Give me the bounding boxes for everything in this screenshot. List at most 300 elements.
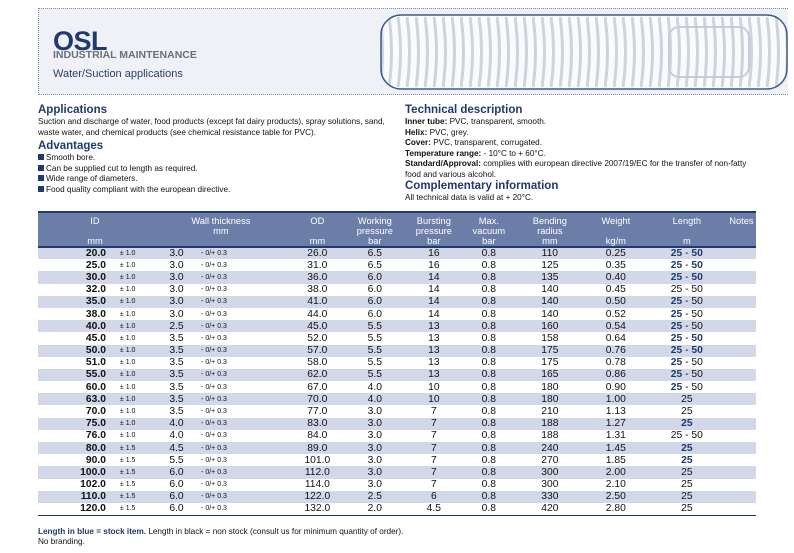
- table-cell: 165: [515, 369, 585, 381]
- table-cell: 102.0: [80, 479, 106, 491]
- length-max: 50: [691, 345, 703, 357]
- length-cell: [647, 442, 727, 454]
- table-cell: - 0/+ 0.3: [201, 383, 227, 391]
- table-cell: 0.52: [605, 308, 626, 320]
- length-cell: 25 - 50: [647, 296, 727, 308]
- table-cell: 180: [515, 393, 585, 405]
- specs-table: [38, 211, 756, 516]
- notes-cell: [727, 247, 756, 259]
- length-min: 25: [670, 308, 683, 320]
- table-cell: 3.0: [152, 247, 201, 259]
- table-row: [38, 405, 756, 417]
- table-cell: 67.0: [307, 381, 328, 393]
- table-cell: 44.0: [307, 308, 328, 320]
- table-cell: 5.5: [367, 332, 382, 344]
- complementary-heading: Complementary information: [405, 180, 559, 192]
- length-cell: 25 - 50: [647, 271, 727, 283]
- table-cell: 140: [541, 308, 559, 320]
- length-min: 25: [670, 296, 683, 308]
- table-cell: 0.78: [605, 357, 626, 369]
- complementary-text: All technical data is valid at + 20°C.: [405, 193, 534, 202]
- table-cell: 175: [541, 357, 559, 369]
- table-cell: 6.0: [367, 308, 382, 320]
- table-cell: 0.8: [481, 406, 496, 418]
- table-cell: 76.0: [85, 430, 106, 442]
- table-row: [38, 345, 756, 357]
- table-cell: 0.40: [585, 271, 647, 283]
- table-cell: 52.0: [307, 332, 328, 344]
- table-cell: 3.0: [367, 430, 382, 442]
- length-max: 50: [691, 259, 703, 271]
- notes-cell: [727, 308, 756, 320]
- length-min: 25: [681, 442, 693, 454]
- table-cell: - 0/+ 0.3: [201, 310, 227, 318]
- table-row: [38, 357, 756, 369]
- technical-heading: Technical description: [405, 104, 523, 116]
- table-cell: 160: [515, 320, 585, 332]
- advantages-heading: Advantages: [38, 140, 104, 152]
- table-cell: 3.0: [367, 454, 382, 466]
- table-cell: 210: [541, 406, 559, 418]
- table-cell: 16: [405, 247, 463, 259]
- table-cell: 3.5: [169, 381, 184, 393]
- table-cell: 3.5: [152, 369, 201, 381]
- table-cell: 10: [428, 381, 440, 393]
- length-cell: [647, 479, 727, 491]
- table-cell: 3.5: [169, 332, 184, 344]
- table-cell: 38.0: [85, 308, 106, 320]
- length-max: 50: [691, 284, 703, 296]
- table-cell: 5.5: [169, 454, 184, 466]
- table-cell: 0.8: [463, 247, 515, 259]
- table-footnote: Length in blue = stock item. Length in black = non stock (consult us for minimum quantity of order). No branding.: [38, 527, 404, 546]
- table-cell: 16: [428, 259, 440, 271]
- tech-item: Cover: PVC, transparent, corrugated.: [405, 138, 542, 147]
- length-min: 25: [670, 381, 683, 393]
- table-cell: 3.0: [367, 479, 382, 491]
- table-cell: 45.0: [85, 332, 106, 344]
- length-cell: [647, 466, 727, 478]
- col-length: Length m: [647, 212, 727, 247]
- table-cell: 13: [428, 357, 440, 369]
- table-cell: - 0/+ 0.3: [201, 345, 290, 357]
- table-cell: 7: [430, 406, 437, 418]
- length-min: 25: [681, 393, 693, 405]
- notes-cell: [727, 503, 756, 515]
- table-cell: 1.27: [585, 418, 647, 430]
- length-min: 25: [681, 454, 693, 466]
- table-cell: ± 1.0: [119, 383, 136, 391]
- table-cell: ± 1.5: [119, 481, 136, 489]
- table-cell: 120.0: [38, 503, 120, 515]
- table-cell: 0.45: [605, 284, 626, 296]
- table-cell: - 0/+ 0.3: [201, 247, 290, 259]
- table-cell: 13: [405, 320, 463, 332]
- table-cell: ± 1.0: [120, 369, 152, 381]
- length-cell: 25 - 50: [670, 308, 703, 320]
- table-cell: 6.5: [367, 259, 382, 271]
- table-cell: 0.25: [585, 247, 647, 259]
- length-max: 50: [691, 308, 703, 320]
- table-cell: - 0/+ 0.3: [201, 393, 290, 405]
- table-cell: 3.5: [169, 406, 184, 418]
- table-cell: 6.0: [152, 491, 201, 503]
- table-row: [38, 320, 756, 332]
- table-cell: 180: [541, 381, 559, 393]
- table-cell: 62.0: [290, 369, 345, 381]
- length-cell: 25 - 50: [670, 332, 703, 344]
- notes-cell: [727, 393, 756, 405]
- length-max: 50: [691, 381, 703, 393]
- table-cell: 57.0: [290, 345, 345, 357]
- notes-cell: [727, 405, 756, 417]
- table-cell: 0.90: [605, 381, 626, 393]
- table-row: [38, 284, 756, 296]
- table-cell: 6.0: [345, 296, 405, 308]
- product-category: Water/Suction applications: [53, 68, 183, 80]
- table-cell: 4.5: [152, 442, 201, 454]
- notes-cell: [727, 284, 756, 296]
- table-cell: 0.8: [463, 393, 515, 405]
- length-cell: 25 - 50: [670, 381, 703, 393]
- length-min: 25: [681, 406, 693, 418]
- table-cell: 0.8: [463, 491, 515, 503]
- product-title: OSL: [53, 26, 108, 56]
- table-cell: 2.10: [605, 479, 626, 491]
- length-max: 50: [691, 430, 703, 442]
- table-row: [38, 369, 756, 381]
- table-cell: 89.0: [290, 442, 345, 454]
- table-cell: 13: [405, 369, 463, 381]
- length-cell: 25 - 50: [670, 357, 703, 369]
- table-cell: ± 1.5: [119, 456, 136, 464]
- table-cell: - 0/+ 0.3: [201, 271, 290, 283]
- table-cell: 14: [428, 308, 440, 320]
- table-cell: - 0/+ 0.3: [201, 503, 290, 515]
- table-cell: 83.0: [290, 418, 345, 430]
- table-cell: 84.0: [307, 430, 328, 442]
- table-cell: 110: [515, 247, 585, 259]
- advantage-item: Smooth bore.: [38, 153, 398, 164]
- table-cell: - 0/+ 0.3: [201, 456, 227, 464]
- table-row: [38, 418, 756, 430]
- table-cell: 10: [405, 393, 463, 405]
- advantage-item: Food quality compliant with the european directive.: [38, 185, 398, 196]
- table-cell: 0.8: [481, 381, 496, 393]
- table-cell: - 0/+ 0.3: [201, 466, 290, 478]
- table-cell: ± 1.0: [120, 296, 152, 308]
- table-row: [38, 491, 756, 503]
- table-cell: 420: [515, 503, 585, 515]
- table-row: [38, 503, 756, 515]
- length-min: 25: [670, 357, 683, 369]
- product-subtitle: INDUSTRIAL MAINTENANCE: [53, 49, 197, 61]
- table-cell: - 0/+ 0.3: [201, 481, 227, 489]
- table-cell: ± 1.0: [119, 359, 136, 367]
- applications-section: [38, 104, 398, 195]
- notes-cell: [727, 381, 756, 393]
- length-min: 25: [670, 259, 683, 271]
- table-cell: 6: [405, 491, 463, 503]
- table-cell: ± 1.0: [120, 271, 152, 283]
- table-row: [38, 442, 756, 454]
- table-cell: 36.0: [290, 271, 345, 283]
- col-working-pressure: Working pressure bar: [345, 212, 405, 247]
- length-min: 25: [681, 479, 693, 491]
- table-cell: 132.0: [290, 503, 345, 515]
- table-cell: 90.0: [85, 454, 106, 466]
- length-min: 25: [670, 271, 683, 283]
- table-cell: ± 1.0: [120, 393, 152, 405]
- table-cell: 51.0: [85, 357, 106, 369]
- table-row: [38, 430, 756, 442]
- table-cell: 40.0: [38, 320, 120, 332]
- table-cell: - 0/+ 0.3: [201, 359, 227, 367]
- table-row: [38, 247, 756, 259]
- applications-heading: Applications: [38, 104, 108, 116]
- length-min: 25: [670, 248, 683, 260]
- table-cell: 35.0: [38, 296, 120, 308]
- table-cell: 70.0: [85, 406, 106, 418]
- table-cell: 101.0: [304, 454, 331, 466]
- table-cell: 1.00: [585, 393, 647, 405]
- length-min: 25: [670, 284, 683, 296]
- table-cell: 3.0: [152, 271, 201, 283]
- table-cell: 6.0: [152, 466, 201, 478]
- table-cell: 3.0: [169, 259, 184, 271]
- length-max: 50: [691, 248, 703, 260]
- length-cell: 25 - 50: [647, 345, 727, 357]
- table-cell: 0.8: [463, 503, 515, 515]
- table-cell: 14: [405, 271, 463, 283]
- table-cell: 63.0: [38, 393, 120, 405]
- table-cell: 140: [541, 284, 559, 296]
- length-cell: 25 - 50: [670, 430, 703, 442]
- length-cell: 25 - 50: [670, 284, 703, 296]
- table-cell: ± 1.5: [120, 466, 152, 478]
- table-cell: 6.5: [345, 247, 405, 259]
- table-cell: 175: [515, 345, 585, 357]
- table-cell: - 0/+ 0.3: [201, 296, 290, 308]
- length-min: 25: [681, 491, 693, 503]
- table-cell: 0.86: [585, 369, 647, 381]
- hose-image: [379, 13, 789, 91]
- table-cell: 0.35: [605, 259, 626, 271]
- table-cell: - 0/+ 0.3: [201, 261, 227, 269]
- length-cell: [647, 393, 727, 405]
- applications-text: Suction and discharge of water, food products (except fat dairy products), spray solutions, sand, waste water, and chemical products (see chemical resistance table for PVC).: [38, 117, 385, 137]
- table-cell: ± 1.5: [120, 491, 152, 503]
- table-row: [38, 454, 756, 466]
- table-cell: - 0/+ 0.3: [201, 286, 227, 294]
- length-cell: 25 - 50: [647, 247, 727, 259]
- table-cell: 0.8: [463, 271, 515, 283]
- table-cell: 60.0: [85, 381, 106, 393]
- table-cell: - 0/+ 0.3: [201, 432, 227, 440]
- table-cell: 75.0: [38, 418, 120, 430]
- table-cell: ± 1.0: [119, 334, 136, 342]
- length-min: 25: [670, 320, 683, 332]
- table-cell: 2.50: [585, 491, 647, 503]
- table-cell: 58.0: [307, 357, 328, 369]
- table-cell: 188: [515, 418, 585, 430]
- table-cell: 4.0: [345, 393, 405, 405]
- notes-cell: [727, 259, 756, 271]
- product-header: [38, 8, 788, 95]
- length-max: 50: [691, 369, 703, 381]
- table-cell: 0.8: [463, 296, 515, 308]
- table-cell: 6.0: [152, 503, 201, 515]
- table-cell: 122.0: [290, 491, 345, 503]
- table-cell: 112.0: [290, 466, 345, 478]
- tech-item: Inner tube: PVC, transparent, smooth.: [405, 117, 547, 126]
- tech-item: Helix: PVC, grey.: [405, 127, 469, 137]
- table-cell: - 0/+ 0.3: [201, 320, 290, 332]
- table-cell: 0.54: [585, 320, 647, 332]
- length-min: 25: [681, 418, 693, 430]
- length-cell: [647, 454, 727, 466]
- col-od: OD mm: [290, 212, 345, 247]
- length-max: 50: [691, 271, 703, 283]
- table-cell: 0.64: [605, 332, 626, 344]
- table-cell: 3.5: [152, 393, 201, 405]
- col-weight: Weight kg/m: [585, 212, 647, 247]
- col-bending-radius: Bending radius mm: [515, 212, 585, 247]
- table-cell: 0.8: [463, 466, 515, 478]
- table-cell: 3.0: [345, 442, 405, 454]
- table-cell: 0.8: [463, 442, 515, 454]
- table-cell: 3.0: [345, 466, 405, 478]
- table-cell: 3.0: [345, 418, 405, 430]
- table-cell: - 0/+ 0.3: [201, 334, 227, 342]
- notes-cell: [727, 466, 756, 478]
- table-cell: ± 1.0: [120, 247, 152, 259]
- table-cell: 20.0: [38, 247, 120, 259]
- table-cell: 1.45: [585, 442, 647, 454]
- advantage-item: Can be supplied cut to length as required.: [38, 164, 398, 175]
- notes-cell: [727, 369, 756, 381]
- technical-section: [405, 104, 785, 204]
- table-cell: 7: [405, 442, 463, 454]
- table-row: [38, 381, 756, 393]
- table-cell: 240: [515, 442, 585, 454]
- table-cell: 2.5: [345, 491, 405, 503]
- table-row: [38, 308, 756, 320]
- length-min: 25: [670, 345, 683, 357]
- col-notes: Notes: [727, 212, 756, 247]
- table-cell: 2.0: [345, 503, 405, 515]
- table-cell: 3.0: [169, 284, 184, 296]
- advantage-item: Wide range of diameters.: [38, 174, 398, 185]
- table-cell: 55.0: [38, 369, 120, 381]
- length-cell: 25 - 50: [647, 320, 727, 332]
- table-cell: 188: [541, 430, 559, 442]
- length-max: 50: [691, 357, 703, 369]
- table-cell: 2.5: [152, 320, 201, 332]
- table-cell: - 0/+ 0.3: [201, 418, 290, 430]
- table-cell: 0.8: [463, 418, 515, 430]
- table-row: [38, 479, 756, 491]
- table-cell: ± 1.0: [119, 261, 136, 269]
- table-cell: 13: [428, 332, 440, 344]
- col-bursting-pressure: Bursting pressure bar: [405, 212, 463, 247]
- notes-cell: [727, 345, 756, 357]
- table-cell: 114.0: [304, 479, 330, 491]
- table-cell: 2.80: [585, 503, 647, 515]
- length-cell: [647, 491, 727, 503]
- table-cell: - 0/+ 0.3: [201, 491, 290, 503]
- table-cell: 7: [430, 430, 437, 442]
- table-cell: 0.8: [463, 320, 515, 332]
- table-row: [38, 271, 756, 283]
- table-header-row: [38, 212, 756, 247]
- table-cell: 6.0: [367, 284, 382, 296]
- table-cell: 3.5: [152, 345, 201, 357]
- notes-cell: [727, 479, 756, 491]
- notes-cell: [727, 442, 756, 454]
- table-cell: 140: [515, 296, 585, 308]
- length-cell: [647, 503, 727, 515]
- length-max: 50: [691, 320, 703, 332]
- table-cell: 1.85: [605, 454, 626, 466]
- table-cell: ± 1.0: [120, 345, 152, 357]
- table-row: [38, 332, 756, 344]
- table-cell: 5.5: [345, 345, 405, 357]
- table-cell: - 0/+ 0.3: [201, 369, 290, 381]
- table-cell: 158: [541, 332, 559, 344]
- notes-cell: [727, 332, 756, 344]
- length-max: 50: [691, 296, 703, 308]
- notes-cell: [727, 271, 756, 283]
- table-cell: 7: [405, 466, 463, 478]
- table-cell: 3.0: [367, 406, 382, 418]
- table-cell: 270: [541, 454, 559, 466]
- length-min: 25: [681, 466, 693, 478]
- table-cell: 4.0: [152, 418, 201, 430]
- col-max-vacuum: Max. vacuum bar: [463, 212, 515, 247]
- table-cell: 41.0: [290, 296, 345, 308]
- length-max: 50: [691, 332, 703, 344]
- table-cell: 0.50: [585, 296, 647, 308]
- table-cell: 0.8: [481, 332, 496, 344]
- table-cell: 0.8: [481, 479, 496, 491]
- table-cell: 3.5: [169, 357, 184, 369]
- table-cell: 7: [430, 454, 437, 466]
- table-cell: 4.5: [405, 503, 463, 515]
- table-cell: 5.5: [367, 357, 382, 369]
- length-min: 25: [681, 503, 693, 515]
- table-cell: 0.8: [463, 369, 515, 381]
- length-min: 25: [670, 430, 683, 442]
- table-cell: 330: [515, 491, 585, 503]
- notes-cell: [727, 357, 756, 369]
- table-cell: - 0/+ 0.3: [201, 442, 290, 454]
- table-cell: 6.0: [169, 479, 184, 491]
- length-cell: [647, 405, 727, 417]
- table-cell: 125: [541, 259, 559, 271]
- table-cell: 30.0: [38, 271, 120, 283]
- table-cell: 13: [405, 345, 463, 357]
- table-cell: ± 1.5: [120, 503, 152, 515]
- table-cell: 25.0: [85, 259, 106, 271]
- table-cell: 7: [405, 418, 463, 430]
- length-min: 25: [670, 369, 683, 381]
- table-cell: - 0/+ 0.3: [201, 408, 227, 416]
- table-cell: 135: [515, 271, 585, 283]
- length-cell: [647, 418, 727, 430]
- table-cell: 38.0: [307, 284, 328, 296]
- notes-cell: [727, 320, 756, 332]
